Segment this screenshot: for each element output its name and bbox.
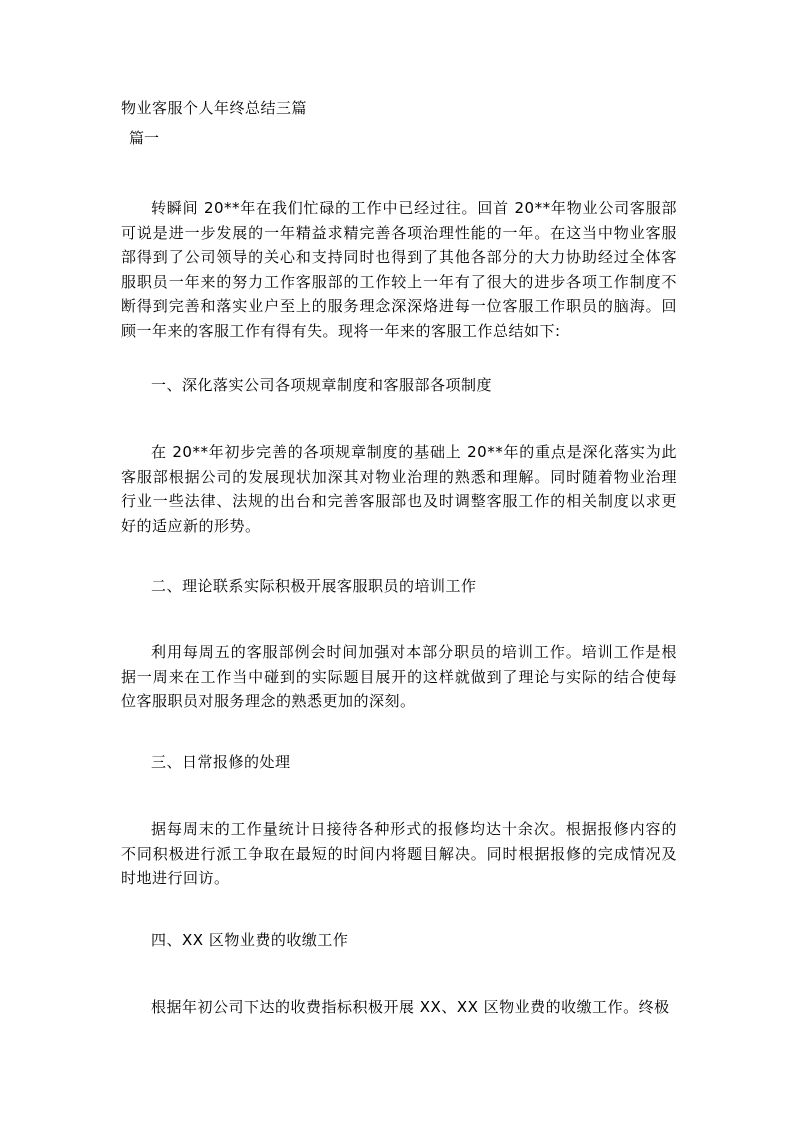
section-heading-2: 二、理论联系实际积极开展客服职员的培训工作	[151, 577, 477, 595]
section-body-2: 利用每周五的客服部例会时间加强对本部分职员的培训工作。培训工作是根据一周来在工作当中碰到的实际题目展开的这样就做到了理论与实际的结合使每位客服职员对服务理念的熟悉更加的深刻。	[121, 643, 677, 710]
section-heading-1: 一、深化落实公司各项规章制度和客服部各项制度	[151, 376, 493, 394]
document-subtitle: 篇一	[129, 129, 160, 147]
intro-paragraph: 转瞬间 20**年在我们忙碌的工作中已经过往。回首 20**年物业公司客服部可说是进一步发展的一年精益求精完善各项治理性能的一年。在这当中物业客服部得到了公司领导的关心和支持同时也得到了其他各部分的大力协助经过全体客服职员一年来的努力工作客服部的工作较上一年有了很大的进步各项工作制度不断得到完善和落实业户至上的服务理念深深烙进每一位客服工作职员的脑海。回顾一年来的客服工作有得有失。现将一年来的客服工作总结如下:	[121, 199, 677, 340]
section-body-1: 在 20**年初步完善的各项规章制度的基础上 20**年的重点是深化落实为此客服部根据公司的发展现状加深其对物业治理的熟悉和理解。同时随着物业治理行业一些法律、法规的出台和完善客服部也及时调整客服工作的相关制度以求更好的适应新的形势。	[121, 443, 677, 535]
document-title: 物业客服个人年终总结三篇	[121, 99, 308, 117]
section-body-4: 根据年初公司下达的收费指标积极开展 XX、XX 区物业费的收缴工作。终极	[151, 998, 670, 1016]
section-heading-3: 三、日常报修的处理	[151, 753, 291, 771]
section-heading-4: 四、XX 区物业费的收缴工作	[151, 931, 349, 949]
section-body-3: 据每周末的工作量统计日接待各种形式的报修均达十余次。根据报修内容的不同积极进行派工争取在最短的时间内将题目解决。同时根据报修的完成情况及时地进行回访。	[121, 820, 677, 887]
